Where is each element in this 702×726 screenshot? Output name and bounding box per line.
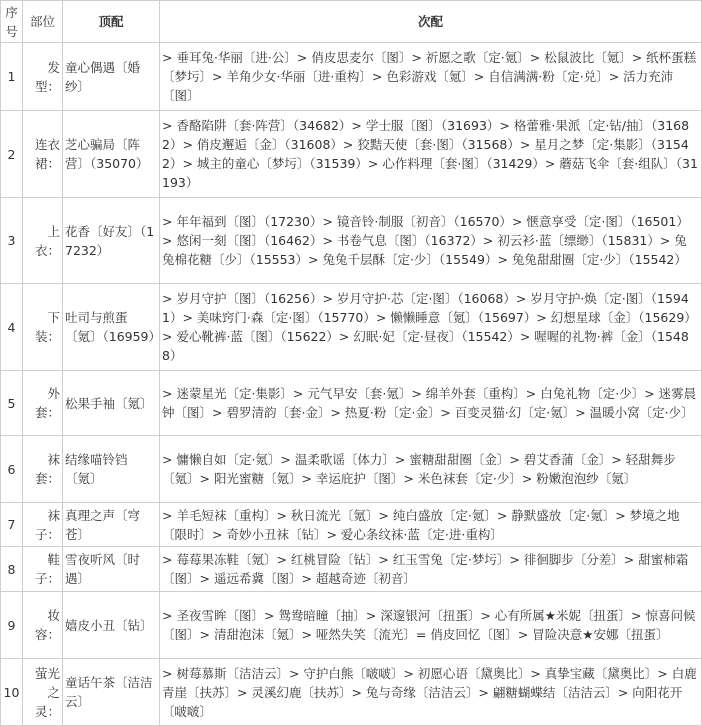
row-part: 上衣：: [23, 198, 63, 284]
row-top: 嬉皮小丑〔钻〕: [63, 592, 160, 659]
header-sub: 次配: [160, 1, 702, 43]
row-sub: > 岁月守护〔图〕（16256）> 岁月守护·芯〔定·图〕（16068）> 岁月守护·焕〔定·图〕（15941）> 美味窍门·森〔定·图〕（15770）> 懒懒睡意〔氪〕（15697）> 幻想星球〔金〕（15629）> 爱心靴裤·蓝〔图〕（15622）> 幻眠·妃〔定·昼夜〕（15542）> 喔喔的礼物·裤〔金〕（15488）: [160, 284, 702, 371]
row-top: 吐司与煎蛋〔氪〕（16959）: [63, 284, 160, 371]
table-row: [1, 43, 702, 111]
row-index: 3: [1, 198, 23, 284]
header-index: 序号: [1, 1, 23, 43]
row-sub: > 树莓慕斯〔洁洁云〕> 守护白熊〔啵啵〕> 初愿心语〔黛奥比〕> 真挚宝藏〔黛奥比〕> 白鹿青崖〔扶苏〕> 灵溪幻鹿〔扶苏〕> 兔与奇缘〔洁洁云〕> 翩糖蝴蝶结〔洁洁云〕> 向阳花开〔啵啵〕: [160, 659, 702, 726]
row-top: 芝心骗局〔阵营〕（35070）: [63, 111, 160, 198]
table-row: [1, 111, 702, 198]
row-sub: > 迷蒙星光〔定·集影〕> 元气早安〔套·氪〕> 绵羊外套〔重构〕> 白兔礼物〔定·少〕> 迷雾晨钟〔图〕> 碧罗清韵〔套·金〕> 热夏·粉〔定·金〕> 百变灵猫·幻〔定·氪〕> 温暖小窝〔定·少〕: [160, 371, 702, 436]
row-part: 下装：: [23, 284, 63, 371]
row-part: 妆容：: [23, 592, 63, 659]
row-part: 外套：: [23, 371, 63, 436]
table-row: [1, 371, 702, 436]
row-index: 1: [1, 43, 23, 111]
table-header-row: [1, 1, 702, 43]
table-row: [1, 436, 702, 503]
row-part: 萤光之灵：: [23, 659, 63, 726]
row-part: 袜套：: [23, 436, 63, 503]
row-index: 4: [1, 284, 23, 371]
row-top: 雪夜听风〔时遇〕: [63, 547, 160, 592]
table-row: [1, 284, 702, 371]
row-top: 结缘喵铃铛〔氪〕: [63, 436, 160, 503]
row-sub: > 羊毛短袜〔重构〕> 秋日流光〔氪〕> 纯白盛放〔定·氪〕> 静默盛放〔定·氪〕> 梦境之地〔限时〕> 奇妙小丑袜〔钻〕> 爱心条纹袜·蓝〔定·进·重构〕: [160, 503, 702, 547]
row-index: 2: [1, 111, 23, 198]
row-sub: > 香酪陷阱〔套·阵营〕（34682）> 学士服〔图〕（31693）> 格蕾雅·果派〔定·钻/抽〕（31682）> 俏皮邂逅〔金〕（31608）> 狡黠天使〔套·图〕（31568）> 星月之梦〔定·集影〕（31542）> 城主的童心〔梦圬〕（31539）> 心作料理〔套·图〕（31429）> 蘑菇飞伞〔套·组队〕（31193）: [160, 111, 702, 198]
row-part: 发型：: [23, 43, 63, 111]
row-top: 童话午茶〔洁洁云〕: [63, 659, 160, 726]
row-sub: > 圣夜雪眸〔图〕> 鸳鸯暗瞳〔抽〕> 深邃银河〔扭蛋〕> 心有所属★米妮〔扭蛋〕> 惊喜问候〔图〕> 清甜泡沫〔氪〕> 哑然失笑〔流光〕= 俏皮回忆〔图〕> 冒险决意★安娜〔扭蛋〕: [160, 592, 702, 659]
row-index: 5: [1, 371, 23, 436]
row-sub: > 莓莓果冻鞋〔氪〕> 红桃冒险〔钻〕> 红玉雪兔〔定·梦圬〕> 徘徊脚步〔分差〕> 甜蜜柿霜〔图〕> 遥远希冀〔图〕> 超越奇迹〔初音〕: [160, 547, 702, 592]
row-sub: > 年年福到〔图〕（17230）> 镜音铃·制服〔初音〕（16570）> 惬意享受〔定·图〕（16501）> 悠闲一刻〔图〕（16462）> 书卷气息〔图〕（16372）> 初云衫·蓝〔缥缈〕（15831）> 兔兔棉花糖〔少〕（15553）> 兔兔千层酥〔定·少〕（15549）> 兔兔甜甜圈〔定·少〕（15542）: [160, 198, 702, 284]
table-row: [1, 198, 702, 284]
row-sub: > 慵懒自如〔定·氪〕> 温柔歌谣〔体力〕> 蜜糖甜甜圈〔金〕> 碧艾香蒲〔金〕> 轻甜舞步〔氪〕> 阳光蜜糖〔氪〕> 幸运庇护〔图〕> 米色袜套〔定·少〕> 粉嫩泡泡纱〔氪〕: [160, 436, 702, 503]
table-row: [1, 547, 702, 592]
row-top: 花香〔好友〕（17232）: [63, 198, 160, 284]
row-index: 10: [1, 659, 23, 726]
table-row: [1, 659, 702, 726]
row-index: 6: [1, 436, 23, 503]
row-sub: > 垂耳兔·华丽〔进·公〕> 俏皮思麦尔〔图〕> 祈愿之歌〔定·氪〕> 松鼠波比〔氪〕> 纸杯蛋糕〔梦圬〕> 羊角少女·华丽〔进·重构〕> 色彩游戏〔氪〕> 自信满满·粉〔定·兑〕> 活力充沛〔图〕: [160, 43, 702, 111]
row-part: 连衣裙：: [23, 111, 63, 198]
row-top: 童心偶遇〔婚纱〕: [63, 43, 160, 111]
header-part: 部位: [23, 1, 63, 43]
row-part: 鞋子：: [23, 547, 63, 592]
row-index: 7: [1, 503, 23, 547]
row-index: 8: [1, 547, 23, 592]
row-part: 袜子：: [23, 503, 63, 547]
row-top: 松果手袖〔氪〕: [63, 371, 160, 436]
row-top: 真理之声〔穹苍〕: [63, 503, 160, 547]
row-index: 9: [1, 592, 23, 659]
table-row: [1, 592, 702, 659]
table-row: [1, 503, 702, 547]
header-top: 顶配: [63, 1, 160, 43]
